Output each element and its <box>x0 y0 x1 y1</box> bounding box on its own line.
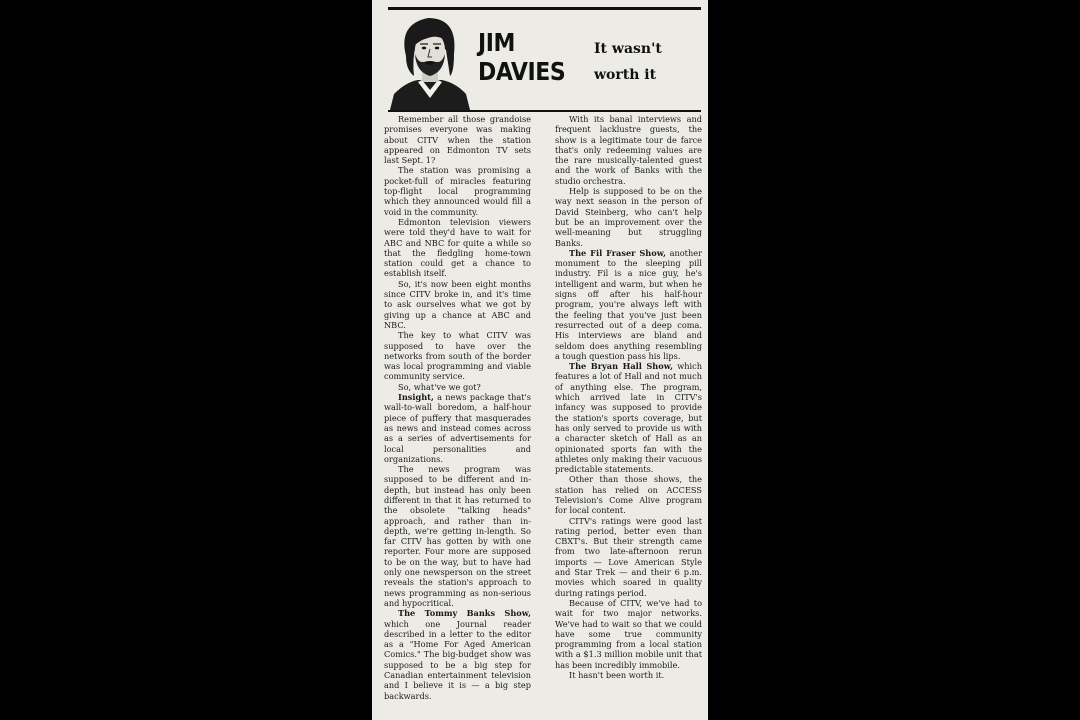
paragraph-text: another monument to the sleeping pill industry. Fil is a nice guy, he's intelligent and warm, but when he signs off after his half-hour program, you're always left with the feeling that you've just been resurrected out of a deep coma. His interviews are bland and seldom does anything resembling a tough question pass his lips. <box>555 247 702 361</box>
paragraph-lead: The Fil Fraser Show, <box>569 247 666 258</box>
paragraph <box>384 464 531 608</box>
paragraph-text: Edmonton television viewers were told they'd have to wait for ABC and NBC for quite a while so that the fledgling home-town station could get a chance to establish itself. <box>384 216 531 279</box>
author-first-name: JIM <box>478 28 515 57</box>
paragraph-text: So, it's now been eight months since CITV broke in, and it's time to ask ourselves what we got by giving up a chance at ABC and NBC. <box>384 278 531 330</box>
author-byline <box>478 28 565 86</box>
author-last-name: DAVIES <box>478 57 566 86</box>
paragraph-text: Remember all those grandoise promises everyone was making about CITV when the station appeared on Edmonton TV sets last Sept. 1? <box>384 114 531 166</box>
paragraph <box>384 608 531 701</box>
paragraph-lead: The Bryan Hall Show, <box>569 361 673 372</box>
paragraph-text: Other than those shows, the station has relied on ACCESS Television's Come Alive program for local content. <box>555 474 702 516</box>
paragraph-text: So, what've we got? <box>398 381 481 392</box>
paragraph-lead: Insight, <box>398 392 434 403</box>
paragraph <box>555 114 702 186</box>
paragraph <box>384 382 531 392</box>
paragraph <box>555 516 702 598</box>
article-column-right <box>555 114 702 680</box>
paragraph <box>555 248 702 361</box>
paragraph <box>384 279 531 330</box>
paragraph-text: The news program was supposed to be different and in-depth, but instead has only been different in that it has returned to the obsolete "talking heads" approach, and rather than in-depth, we're getting in-length. So far CITV has gotten by with one reporter. Four more are supposed to be on the way, but to have had only one newsperson on the street reveals the station's approach to news programming as non-serious and hypocritical. <box>384 464 531 608</box>
header-rule <box>388 110 701 112</box>
paragraph-text: The key to what CITV was supposed to have over the networks from south of the border was local programming and viable community service. <box>384 330 531 382</box>
paragraph-text: Because of CITV, we've had to wait for two major networks. We've had to wait so that we could have some true community programming from a local station with a $1.3 million mobile unit that has been incredibly immobile. <box>555 597 702 670</box>
paragraph <box>555 474 702 515</box>
paragraph-text: Help is supposed to be on the way next season in the person of David Steinberg, who can't help but be an improvement over the well-meaning but struggling Banks. <box>555 186 702 248</box>
paragraph-text: which one Journal reader described in a letter to the editor as a "Home For Aged American Comics." The big-budget show was supposed to be a big step for Canadian entertainment television and I believe it is — a big step backwards. <box>384 618 531 701</box>
paragraph-text: It hasn't been worth it. <box>569 670 665 681</box>
paragraph-text: a news package that's wall-to-wall boredom, a half-hour piece of puffery that masquerades as news and instead comes across as a series of advertisements for local personalities and organizations. <box>384 392 531 464</box>
paragraph <box>384 165 531 216</box>
paragraph <box>555 186 702 248</box>
paragraph <box>555 670 702 680</box>
paragraph <box>555 598 702 670</box>
paragraph <box>384 217 531 279</box>
paragraph-text: CITV's ratings were good last rating period, better even than CBXT's. But their strength came from two late-afternoon rerun imports — Love American Style and Star Trek — and their 6 p.m. movies which soared in quality during ratings period. <box>555 515 702 598</box>
paragraph-lead: The Tommy Banks Show, <box>398 608 531 619</box>
headline-line-1: It wasn't <box>594 41 662 57</box>
paragraph-text: The station was promising a pocket-full of miracles featuring top-flight local programming which they announced would fill a void in the community. <box>384 165 531 217</box>
paragraph <box>384 392 531 464</box>
paragraph <box>555 361 702 474</box>
paragraph-text: With its banal interviews and frequent lacklustre guests, the show is a legitimate tour de farce that's only redeeming values are the rare musically-talented guest and the work of Banks with the studio orchestra. <box>555 114 702 186</box>
author-portrait-illustration <box>388 10 472 110</box>
headline <box>594 36 662 88</box>
article-column-left <box>384 114 531 701</box>
paragraph-text: which features a lot of Hall and not much of anything else. The program, which arrived late in CITV's infancy was supposed to provide the station's sports coverage, but has only served to provide us with a character sketch of Hall as an opinionated sports fan with the athletes only making their vacuous predictable statements. <box>555 361 702 475</box>
paragraph <box>384 330 531 381</box>
headline-line-2: worth it <box>594 67 657 83</box>
paragraph <box>384 114 531 165</box>
newspaper-clipping <box>372 0 708 720</box>
